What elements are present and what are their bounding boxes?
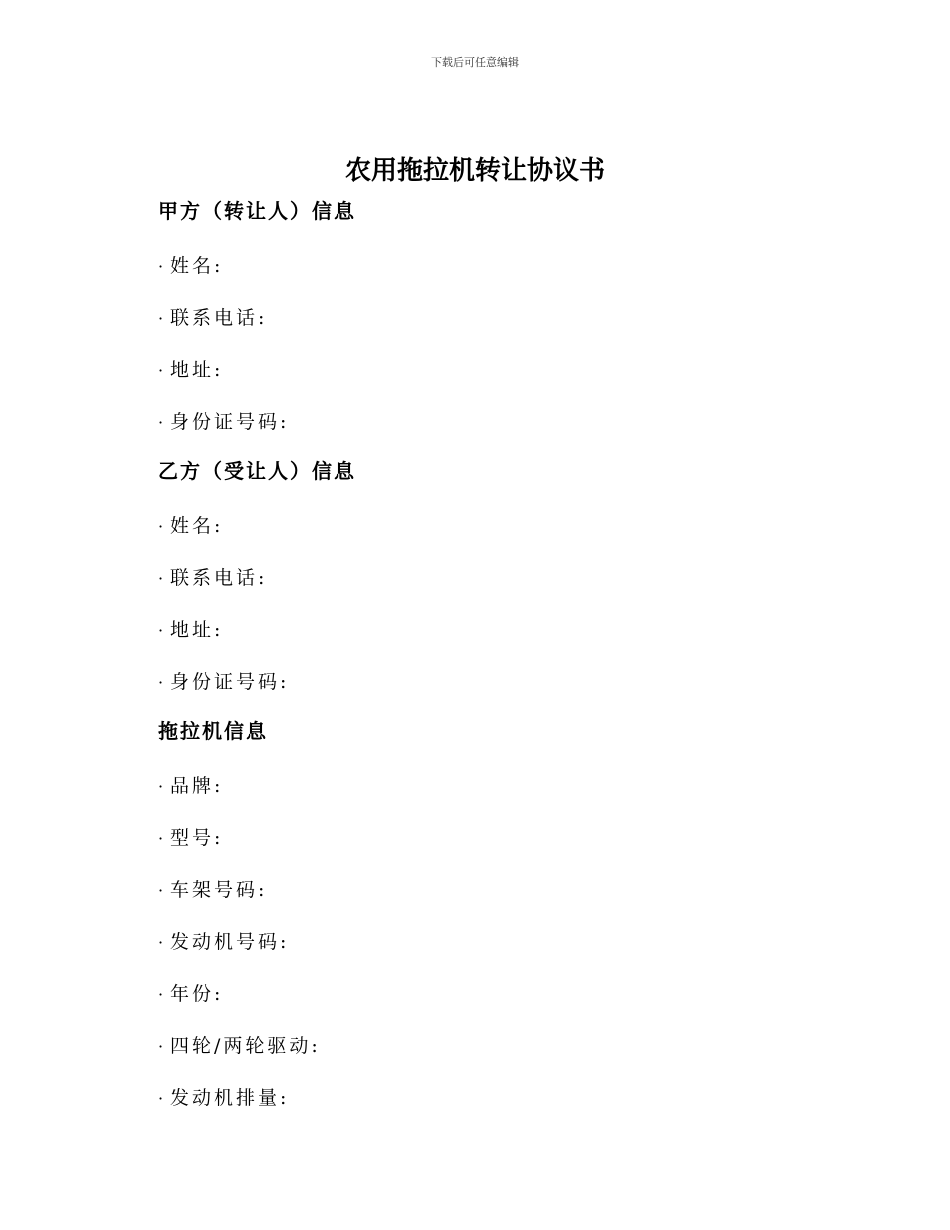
field-label: 联系电话: — [170, 307, 268, 329]
bullet-icon: · — [158, 517, 167, 536]
field-item-brand — [158, 760, 798, 812]
bullet-icon: · — [158, 777, 167, 796]
field-item-model — [158, 812, 798, 864]
bullet-icon: · — [158, 985, 167, 1004]
bullet-icon: · — [158, 881, 167, 900]
section-heading: 甲方（转让人）信息 — [158, 199, 356, 223]
field-item-address — [158, 344, 798, 396]
field-label: 身份证号码: — [170, 411, 290, 433]
field-label: 型号: — [170, 827, 224, 849]
bullet-icon: · — [158, 257, 167, 276]
field-item-engine-number — [158, 916, 798, 968]
bullet-icon: · — [158, 309, 167, 328]
bullet-icon: · — [158, 569, 167, 588]
field-label: 身份证号码: — [170, 671, 290, 693]
field-label: 车架号码: — [170, 879, 268, 901]
header-note: 下载后可任意编辑 — [431, 56, 519, 69]
document-title: 农用拖拉机转让协议书 — [344, 156, 605, 186]
field-item-id-number — [158, 656, 798, 708]
field-item-address — [158, 604, 798, 656]
field-label: 姓名: — [170, 255, 224, 277]
field-item-year — [158, 968, 798, 1020]
field-label: 姓名: — [170, 515, 224, 537]
field-label: 联系电话: — [170, 567, 268, 589]
field-list — [158, 240, 798, 448]
field-item-displacement — [158, 1072, 798, 1124]
field-label: 四轮/两轮驱动: — [170, 1035, 321, 1057]
field-item-drive-type — [158, 1020, 798, 1072]
field-label: 发动机号码: — [170, 931, 290, 953]
bullet-icon: · — [158, 413, 167, 432]
field-label: 发动机排量: — [170, 1087, 290, 1109]
bullet-icon: · — [158, 933, 167, 952]
field-item-name — [158, 240, 798, 292]
bullet-icon: · — [158, 673, 167, 692]
field-list — [158, 760, 798, 1124]
field-label: 品牌: — [170, 775, 224, 797]
section-party-a — [158, 196, 798, 448]
bullet-icon: · — [158, 361, 167, 380]
field-item-frame-number — [158, 864, 798, 916]
field-label: 地址: — [170, 619, 224, 641]
field-label: 地址: — [170, 359, 224, 381]
section-heading: 拖拉机信息 — [158, 719, 268, 743]
document-body — [158, 196, 798, 1124]
section-party-b — [158, 456, 798, 708]
field-item-id-number — [158, 396, 798, 448]
field-item-name — [158, 500, 798, 552]
bullet-icon: · — [158, 1089, 167, 1108]
field-item-phone — [158, 292, 798, 344]
section-tractor — [158, 716, 798, 1124]
field-label: 年份: — [170, 983, 224, 1005]
section-heading: 乙方（受让人）信息 — [158, 459, 356, 483]
bullet-icon: · — [158, 621, 167, 640]
bullet-icon: · — [158, 1037, 167, 1056]
field-list — [158, 500, 798, 708]
field-item-phone — [158, 552, 798, 604]
bullet-icon: · — [158, 829, 167, 848]
